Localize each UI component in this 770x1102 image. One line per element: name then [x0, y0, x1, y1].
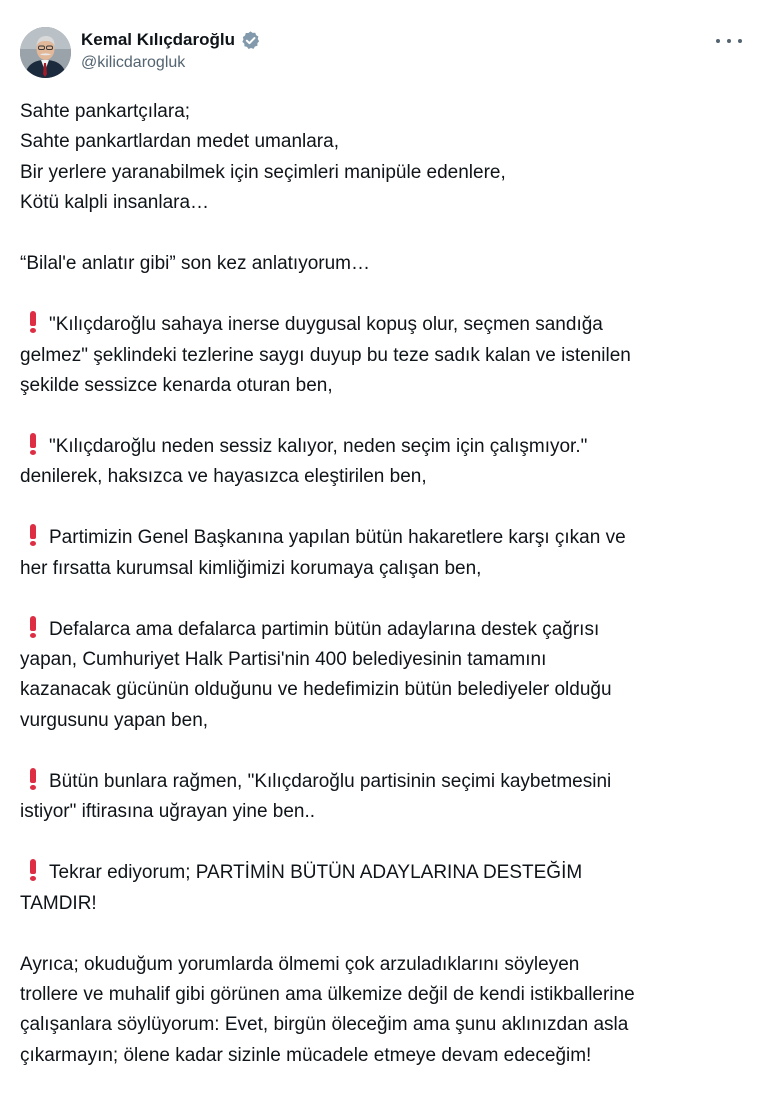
author-handle[interactable]: @kilicdarogluk	[81, 54, 186, 71]
tweet-line: Bir yerlere yaranabilmek için seçimleri manipüle edenlere,	[20, 161, 506, 183]
red-exclamation-icon	[29, 524, 37, 546]
tweet-line: Sahte pankartlardan medet umanlara,	[20, 131, 339, 153]
bullet-text: Bütün bunlara rağmen, "Kılıçdaroğlu partisinin seçimi kaybetmesini	[49, 770, 612, 792]
bullet-paragraph	[20, 767, 755, 828]
author-display-name[interactable]: Kemal Kılıçdaroğlu	[81, 30, 235, 49]
more-options-icon[interactable]	[716, 31, 742, 51]
tweet-line: yapan, Cumhuriyet Halk Partisi'nin 400 belediyesinin tamamını	[20, 649, 547, 671]
tweet-line: her fırsatta kurumsal kimliğimizi korumaya çalışan ben,	[20, 557, 482, 579]
avatar[interactable]	[20, 27, 71, 78]
paragraph-gap	[20, 736, 755, 767]
bullet-text: Partimizin Genel Başkanına yapılan bütün hakaretlere karşı çıkan ve	[49, 527, 626, 549]
author-info	[81, 27, 261, 72]
bullet-first-line	[20, 615, 755, 645]
profile-photo-avatar-image	[20, 27, 71, 78]
tweet-line: TAMDIR!	[20, 892, 97, 914]
bullet-first-line	[20, 523, 755, 553]
bullet-paragraph	[20, 615, 755, 737]
tweet-line: Kötü kalpli insanlara…	[20, 192, 210, 214]
bullet-first-line	[20, 310, 755, 340]
verified-badge-icon[interactable]	[240, 30, 261, 51]
paragraph-gap	[20, 219, 755, 250]
more-dot	[727, 39, 731, 43]
bullet-first-line	[20, 858, 755, 888]
quote-line: “Bilal'e anlatır gibi” son kez anlatıyorum…	[20, 253, 370, 275]
more-dot	[738, 39, 742, 43]
tweet-line: trollere ve muhalif gibi görünen ama ülkemize değil de kendi istikballerine	[20, 983, 635, 1005]
tweet-line: çıkarmayın; ölene kadar sizinle mücadele etmeye devam edeceğim!	[20, 1044, 592, 1066]
paragraph-gap	[20, 828, 755, 859]
display-name-row	[81, 27, 261, 53]
tweet-text	[20, 97, 755, 1071]
bullet-first-line	[20, 432, 755, 462]
bullet-first-line	[20, 767, 755, 797]
tweet-line: şekilde sessizce kenarda oturan ben,	[20, 374, 333, 396]
tweet-line: denilerek, haksızca ve hayasızca eleştirilen ben,	[20, 466, 427, 488]
red-exclamation-icon	[29, 768, 37, 790]
tweet-line: çalışanlara söylüyorum: Evet, birgün öleceğim ama şunu aklınızdan asla	[20, 1014, 629, 1036]
bullet-text: Tekrar ediyorum; PARTİMİN BÜTÜN ADAYLARINA DESTEĞİM	[49, 862, 583, 884]
red-exclamation-icon	[29, 433, 37, 455]
paragraph-gap	[20, 493, 755, 524]
bullet-paragraph	[20, 858, 755, 919]
tweet-header	[20, 27, 750, 81]
tweet-line: gelmez" şeklindeki tezlerine saygı duyup bu teze sadık kalan ve istenilen	[20, 344, 631, 366]
paragraph-gap	[20, 584, 755, 615]
bullet-paragraph	[20, 310, 755, 401]
tweet-line: Ayrıca; okuduğum yorumlarda ölmemi çok arzuladıklarını söyleyen	[20, 953, 580, 975]
bullet-paragraph	[20, 432, 755, 493]
bullet-text: "Kılıçdaroğlu sahaya inerse duygusal kopuş olur, seçmen sandığa	[49, 314, 603, 336]
paragraph-gap	[20, 401, 755, 432]
tweet-line: istiyor" iftirasına uğrayan yine ben..	[20, 801, 316, 823]
red-exclamation-icon	[29, 311, 37, 333]
tweet-line: kazanacak gücünün olduğunu ve hedefimizin bütün belediyeler olduğu	[20, 679, 612, 701]
more-dot	[716, 39, 720, 43]
red-exclamation-icon	[29, 616, 37, 638]
bullet-text: Defalarca ama defalarca partimin bütün adaylarına destek çağrısı	[49, 618, 600, 640]
bullet-paragraph	[20, 523, 755, 584]
tweet-line: vurgusunu yapan ben,	[20, 709, 209, 731]
tweet-line: Sahte pankartçılara;	[20, 101, 191, 122]
paragraph-gap	[20, 919, 755, 950]
red-exclamation-icon	[29, 859, 37, 881]
bullet-text: "Kılıçdaroğlu neden sessiz kalıyor, neden seçim için çalışmıyor."	[49, 435, 588, 457]
paragraph-gap	[20, 280, 755, 311]
